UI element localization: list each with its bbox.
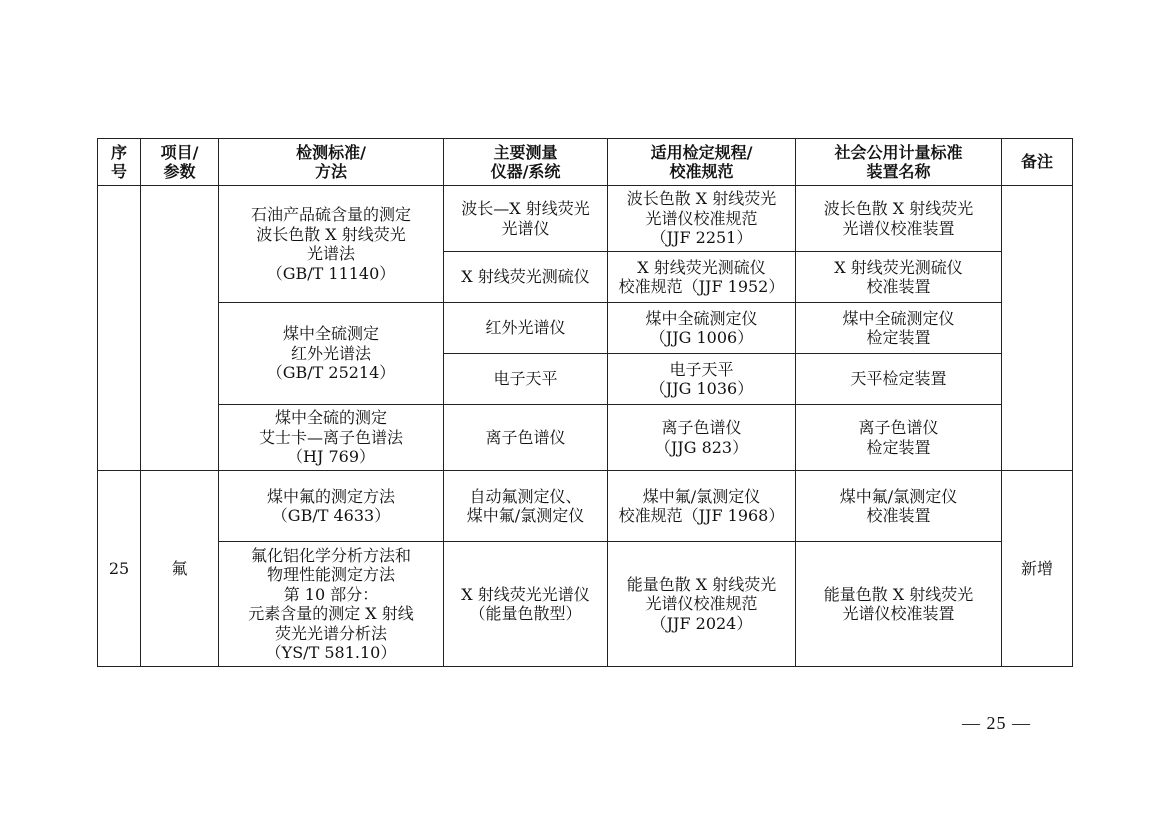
seq-cell: 25 [98,471,141,667]
regulation-cell: 离子色谱仪 （JJG 823） [608,405,796,471]
table-row [98,471,1073,542]
device-cell: 波长色散 X 射线荧光 光谱仪校准装置 [796,186,1002,252]
seq-cell [98,186,141,471]
table-row [98,303,1073,354]
device-cell: 煤中氟/氯测定仪 校准装置 [796,471,1002,542]
table-row [98,186,1073,252]
device-cell: 煤中全硫测定仪 检定装置 [796,303,1002,354]
instrument-cell: 波长—X 射线荧光 光谱仪 [444,186,608,252]
page-number: — 25 — [962,713,1031,733]
instrument-cell: 离子色谱仪 [444,405,608,471]
instrument-cell: 红外光谱仪 [444,303,608,354]
regulation-cell: 能量色散 X 射线荧光 光谱仪校准规范 （JJF 2024） [608,542,796,667]
header-standard: 检测标准/ 方法 [219,139,444,186]
device-cell: 能量色散 X 射线荧光 光谱仪校准装置 [796,542,1002,667]
item-cell [141,186,219,471]
instrument-cell: 电子天平 [444,354,608,405]
standard-cell: 煤中氟的测定方法 （GB/T 4633） [219,471,444,542]
table-row [98,542,1073,667]
header-regulation: 适用检定规程/ 校准规范 [608,139,796,186]
header-remark: 备注 [1002,139,1073,186]
standard-cell: 煤中全硫测定 红外光谱法 （GB/T 25214） [219,303,444,405]
instrument-cell: X 射线荧光光谱仪 （能量色散型） [444,542,608,667]
header-seq: 序 号 [98,139,141,186]
regulation-cell: X 射线荧光测硫仪 校准规范（JJF 1952） [608,252,796,303]
regulation-cell: 电子天平 （JJG 1036） [608,354,796,405]
remark-cell [1002,186,1073,471]
header-item: 项目/ 参数 [141,139,219,186]
regulation-cell: 波长色散 X 射线荧光 光谱仪校准规范 （JJF 2251） [608,186,796,252]
header-row [98,139,1073,186]
instrument-cell: X 射线荧光测硫仪 [444,252,608,303]
device-cell: X 射线荧光测硫仪 校准装置 [796,252,1002,303]
regulation-cell: 煤中全硫测定仪 （JJG 1006） [608,303,796,354]
device-cell: 天平检定装置 [796,354,1002,405]
standard-cell: 氟化铝化学分析方法和 物理性能测定方法 第 10 部分： 元素含量的测定 X 射线 荧光光谱分析法 （YS/T 581.10） [219,542,444,667]
remark-cell: 新增 [1002,471,1073,667]
standard-cell: 石油产品硫含量的测定 波长色散 X 射线荧光 光谱法 （GB/T 11140） [219,186,444,303]
standards-table [97,138,1073,667]
header-instrument: 主要测量 仪器/系统 [444,139,608,186]
device-cell: 离子色谱仪 检定装置 [796,405,1002,471]
table-row [98,405,1073,471]
header-device: 社会公用计量标准 装置名称 [796,139,1002,186]
standard-cell: 煤中全硫的测定 艾士卡—离子色谱法 （HJ 769） [219,405,444,471]
item-cell: 氟 [141,471,219,667]
instrument-cell: 自动氟测定仪、 煤中氟/氯测定仪 [444,471,608,542]
regulation-cell: 煤中氟/氯测定仪 校准规范（JJF 1968） [608,471,796,542]
